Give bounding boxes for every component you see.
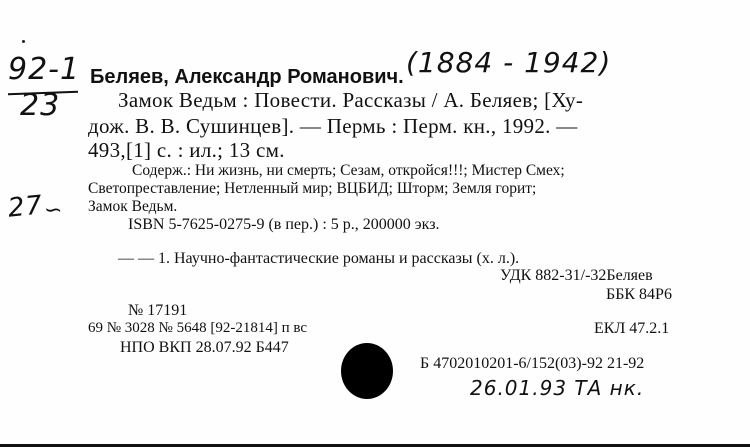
ink-speck	[22, 40, 25, 43]
side-note-handwritten: 27	[6, 190, 45, 224]
ekl-code: ЕКЛ 47.2.1	[594, 320, 670, 337]
card-number: № 17191	[128, 302, 188, 319]
b-code: Б 4702010201-6/152(03)-92 21-92	[420, 355, 645, 372]
date-handwritten: 26.01.93 ТА нк.	[470, 376, 645, 400]
call-number-bottom: 23	[20, 88, 61, 123]
bbk-code: ББК 84Р6	[606, 286, 672, 303]
title-line-2: дож. В. В. Сушинцев]. — Пермь : Перм. кн., 1992. —	[88, 114, 578, 138]
npo-line: НПО ВКП 28.07.92 Б447	[120, 339, 289, 356]
subject-heading: — — 1. Научно-фантастические романы и рассказы (х. л.).	[118, 250, 520, 267]
contents-line-3: Замок Ведьм.	[88, 198, 178, 215]
contents-line-1: Содерж.: Ни жизнь, ни смерть; Сезам, откройся!!!; Мистер Смех;	[132, 162, 565, 179]
contents-line-2: Светопреставление; Нетленный мир; ВЦБИД; Шторм; Земля горит;	[88, 180, 537, 197]
title-line-1: Замок Ведьм : Повести. Рассказы / А. Беляев; [Ху-	[118, 88, 584, 112]
author-name: Беляев, Александр Романович.	[90, 66, 404, 88]
call-number-top: 92-1	[8, 52, 81, 87]
author-years-handwritten: (1884 - 1942)	[406, 46, 612, 79]
order-line: 69 № 3028 № 5648 [92-21814] п вс	[88, 320, 308, 336]
title-line-3: 493,[1] с. : ил.; 13 см.	[88, 138, 285, 162]
isbn-line: ISBN 5-7625-0275-9 (в пер.) : 5 р., 200000 экз.	[128, 216, 440, 233]
side-note-squiggle: ∽	[44, 198, 64, 223]
udk-code: УДК 882-31/-32Беляев	[500, 267, 653, 284]
punch-hole	[341, 343, 393, 399]
